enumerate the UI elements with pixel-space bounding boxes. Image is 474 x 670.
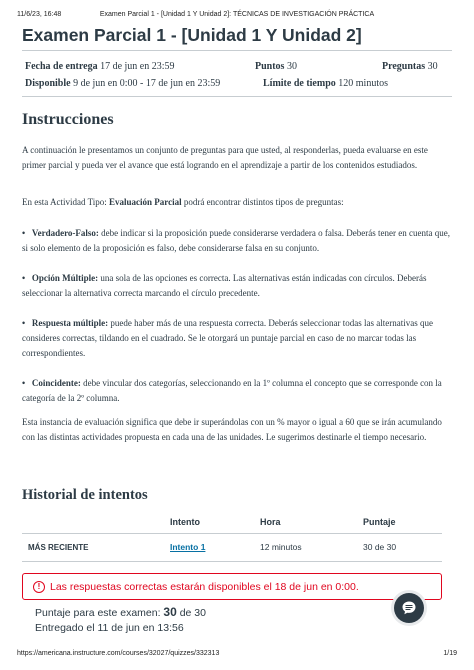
print-page-number: 1/19 [443,650,457,657]
bullet: • [22,318,26,328]
item-text: puede haber más de una respuesta correcta. Deberás seleccionar todas las alternativas que consideres correctas, tildando en el cuadrado. Se le otorgará un puntaje parcial en caso de no marcar todas las correspondientes. [22,318,434,358]
list-item-true-false [22,226,454,256]
points-label: Puntos [255,61,285,72]
instructions-intro: A continuación le presentamos un conjunto de preguntas para que usted, al responderlas, pueda evaluarse en este primer parcial y pueda ver el avance que está logrando en el aprendizaje a partir de los contenidos estudiados. [22,145,428,170]
bullet: • [22,228,26,238]
questions [382,61,438,72]
page-title: Examen Parcial 1 - [Unidad 1 Y Unidad 2] [22,25,362,45]
bullet: • [22,273,26,283]
column-header-score: Puntaje [363,511,442,533]
score-suffix: de 30 [176,607,206,619]
alert-text: Las respuestas correctas estarán disponibles el 18 de jun en 0:00. [50,581,359,593]
types-post: podrá encontrar distintos tipos de preguntas: [181,197,344,207]
item-term: Verdadero-Falso: [31,228,99,238]
types-bold: Evaluación Parcial [109,197,182,207]
alert-circle-icon: ! [33,581,45,593]
meta-divider [22,96,452,97]
due-date [25,61,175,72]
table-row [22,533,442,561]
column-header-time: Hora [260,511,363,533]
time-limit [263,78,388,89]
questions-value: 30 [427,61,438,72]
attempt-link[interactable]: Intento 1 [170,542,206,552]
answers-availability-alert [22,573,442,600]
column-header [22,511,170,533]
instructions-types [22,195,454,210]
list-item-matching [22,376,454,406]
list-item-multiple-choice [22,271,454,301]
table-header-row [22,511,442,533]
item-term: Respuesta múltiple: [31,318,109,328]
attempts-table [22,511,442,562]
availability [25,78,220,89]
bullet: • [22,378,26,388]
questions-label: Preguntas [382,61,426,72]
row-label: MÁS RECIENTE [22,533,170,561]
chat-button[interactable] [394,593,424,623]
history-heading: Historial de intentos [22,487,148,503]
score-value: 30 [163,605,177,619]
available-label: Disponible [25,78,71,89]
item-text: debe indicar si la proposición puede considerarse verdadera o falsa. Deberás tener en cuenta que, si solo elemento de la proposición es falso, debe considerarse falsa en su conjunto. [22,228,450,253]
print-url: https://americana.instructure.com/courses/32027/quizzes/332313 [17,650,220,657]
available-value: 9 de jun en 0:00 - 17 de jun en 23:59 [73,78,221,89]
print-datetime: 11/6/23, 16:48 [17,11,62,18]
attempt-score: 30 de 30 [363,533,442,561]
due-label: Fecha de entrega [25,61,98,72]
instructions-heading: Instrucciones [22,111,114,128]
points-value: 30 [286,61,297,72]
item-text: una sola de las opciones es correcta. Las alternativas están indicadas con círculos. Deberás seleccionar la alternativa correcta marcando el círculo precedente. [22,273,427,298]
time-limit-value: 120 minutos [338,78,388,89]
item-text: debe vincular dos categorías, seleccionando en la 1º columna el concepto que se corresponde con la categoría de la 2º columna. [22,378,442,403]
points [255,61,297,72]
score-label: Puntaje para este examen: [35,607,164,619]
print-doc-title: Examen Parcial 1 - [Unidad 1 Y Unidad 2]: TÉCNICAS DE INVESTIGACIÓN PRÁCTICA [99,11,375,18]
attempt-time: 12 minutos [260,533,363,561]
types-pre: En esta Actividad Tipo: [22,197,110,207]
print-header [17,11,457,21]
title-divider [22,50,452,51]
item-term: Coincidente: [31,378,81,388]
submitted-date: Entregado el 11 de jun en 13:56 [35,622,184,634]
chat-bubble-icon [401,600,417,616]
column-header-attempt: Intento [170,511,260,533]
quiz-score [35,605,206,619]
time-limit-label: Límite de tiempo [263,78,336,89]
item-term: Opción Múltiple: [31,273,99,283]
due-value: 17 de jun en 23:59 [100,61,175,72]
instructions-closing: Esta instancia de evaluación significa que debe ir superándolas con un % mayor o igual a 60 que se irán acumulando con las distintas actividades propuesta en cada una de las unidades. Le sugerimos destinarle el tiempo necesario. [22,417,442,442]
list-item-multiple-answer [22,316,454,361]
